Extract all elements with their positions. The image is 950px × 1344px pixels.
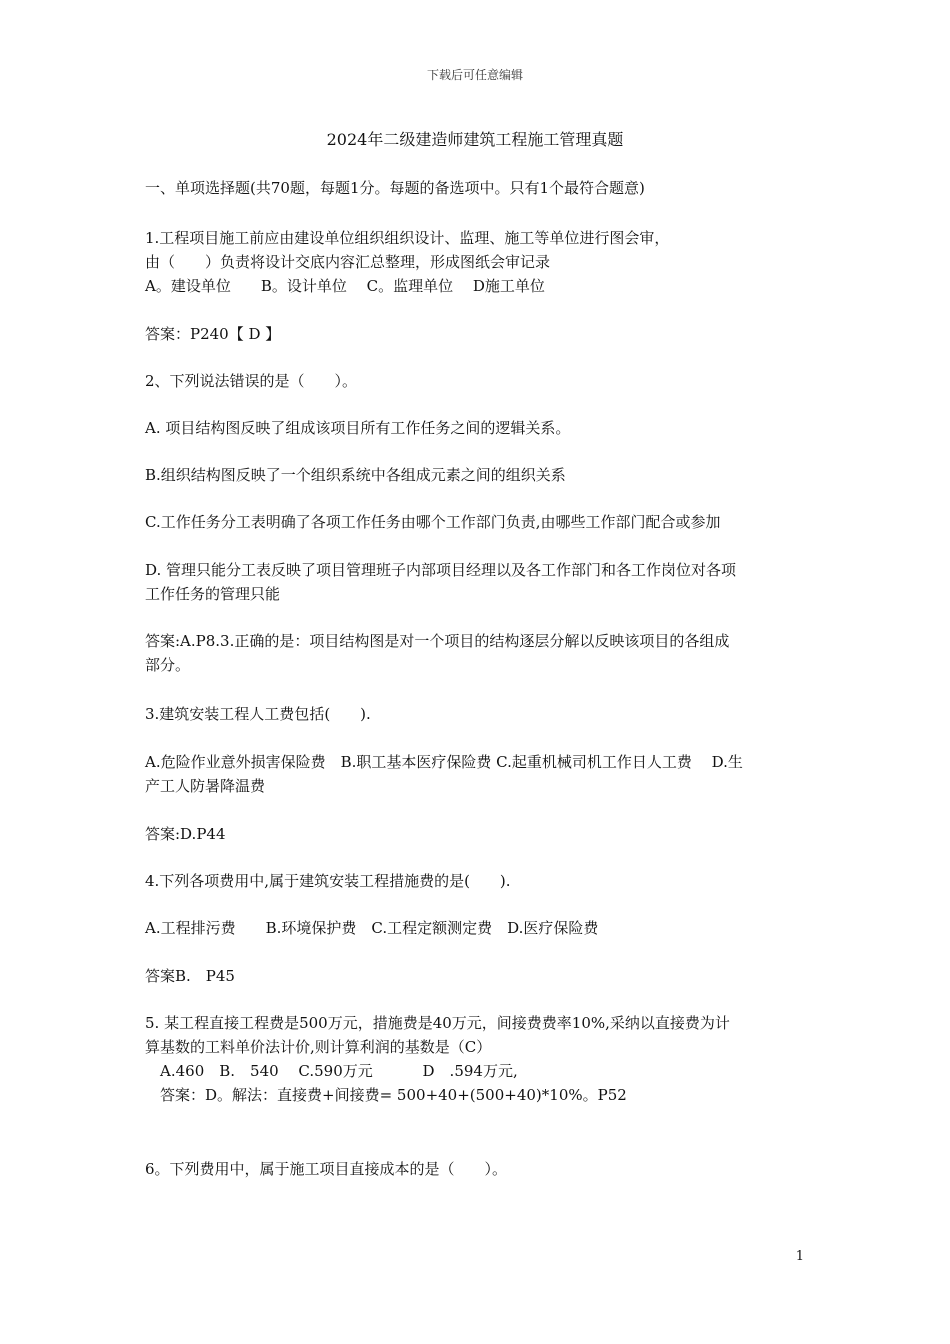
section-heading: 一、单项选择题(共70题，每题1分。每题的备选项中。只有1个最符合题意) [145, 179, 645, 197]
q2-option-a: A. 项目结构图反映了组成该项目所有工作任务之间的逻辑关系。 [145, 419, 571, 437]
q3-stem: 3.建筑安装工程人工费包括( ). [145, 705, 371, 723]
q5-line2: 算基数的工料单价法计价,则计算利润的基数是（C） [145, 1038, 492, 1056]
q5-line1: 5. 某工程直接工程费是500万元，措施费是40万元，间接费费率10%,采纳以直接费为计 [145, 1014, 730, 1032]
q2-option-d-line2: 工作任务的管理只能 [145, 585, 281, 603]
q5-answer: 答案：D。解法：直接费+间接费= 500+40+(500+40)*10%。P52 [145, 1086, 627, 1104]
q2-answer-line2: 部分。 [145, 656, 191, 674]
q2-option-d-line1: D. 管理只能分工表反映了项目管理班子内部项目经理以及各工作部门和各工作岗位对各项 [145, 561, 737, 579]
document-title: 2024年二级建造师建筑工程施工管理真题 [326, 130, 624, 149]
q1-line2: 由（ ）负责将设计交底内容汇总整理，形成图纸会审记录 [145, 253, 551, 271]
q6-stem: 6。下列费用中，属于施工项目直接成本的是（ ）。 [145, 1160, 508, 1178]
page-number: 1 [795, 1249, 804, 1264]
q2-stem: 2、下列说法错误的是（ ）。 [145, 372, 358, 390]
q3-options-line2: 产工人防暑降温费 [145, 777, 266, 795]
q1-line1: 1.工程项目施工前应由建设单位组织组织设计、监理、施工等单位进行图会审， [145, 229, 670, 247]
q2-answer-line1: 答案:A.P8.3.正确的是：项目结构图是对一个项目的结构逐层分解以反映该项目的各组成 [145, 632, 730, 650]
q3-answer: 答案:D.P44 [145, 825, 226, 843]
page-header: 下载后可任意编辑 [426, 68, 523, 82]
q4-stem: 4.下列各项费用中,属于建筑安装工程措施费的是( ). [145, 872, 511, 890]
q4-answer: 答案B. P45 [145, 967, 235, 985]
q1-answer: 答案：P240【 D 】 [145, 325, 281, 343]
q4-options: A.工程排污费 B.环境保护费 C.工程定额测定费 D.医疗保险费 [145, 919, 599, 937]
q3-options-line1: A.危险作业意外损害保险费 B.职工基本医疗保险费 C.起重机械司机工作日人工费 D.生 [145, 753, 743, 771]
q1-options: A。建设单位 B。设计单位 C。监理单位 D施工单位 [145, 277, 545, 295]
q2-option-b: B.组织结构图反映了一个组织系统中各组成元素之间的组织关系 [145, 466, 566, 484]
q2-option-c: C.工作任务分工表明确了各项工作任务由哪个工作部门负责,由哪些工作部门配合或参加 [145, 513, 721, 531]
q5-options: A.460 B. 540 C.590万元 D .594万元, [145, 1062, 518, 1080]
